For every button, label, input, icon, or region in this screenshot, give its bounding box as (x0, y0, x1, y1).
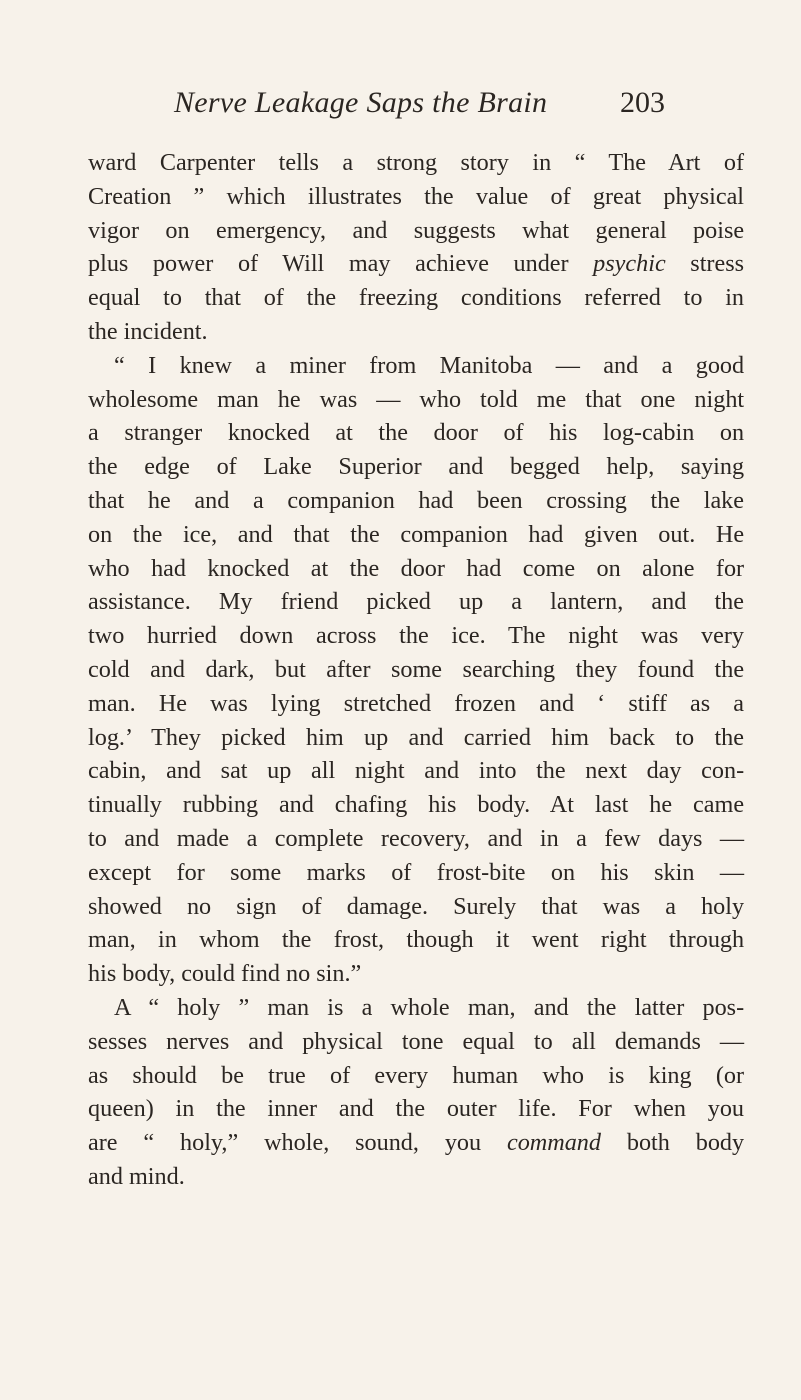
text-line: on the ice, and that the companion had given out. He (88, 520, 745, 548)
text-line: his body, could find no sin.” (88, 960, 362, 988)
text-line: two hurried down across the ice. The night was very (88, 622, 744, 650)
text-line: sesses nerves and physical tone equal to all demands — (88, 1027, 745, 1055)
text-line: showed no sign of damage. Surely that was a holy (88, 892, 745, 920)
text-line: cold and dark, but after some searching they found the (88, 655, 745, 683)
text-line: the incident. (88, 317, 208, 345)
text-line: as should be true of every human who is king (or (88, 1061, 745, 1089)
text-line: A “ holy ” man is a whole man, and the latter pos- (114, 993, 745, 1021)
text-line: vigor on emergency, and suggests what general poise (88, 216, 745, 244)
text-line: ward Carpenter tells a strong story in “ The Art of (88, 149, 744, 176)
text-line: man, in whom the frost, though it went right through (88, 926, 745, 954)
emphasized-word: command (506, 1129, 601, 1157)
body-text (88, 146, 744, 1194)
text-line: are “ holy,” whole, sound, you command both body (88, 1129, 745, 1157)
text-line: that he and a companion had been crossing the lake (88, 486, 745, 514)
running-head (0, 86, 801, 126)
text-line: a stranger knocked at the door of his log-cabin on (88, 419, 745, 447)
page-number: 203 (620, 86, 665, 119)
text-line: equal to that of the freezing conditions referred to in (88, 284, 745, 312)
text-line: wholesome man he was — who told me that one night (88, 385, 745, 413)
text-line: man. He was lying stretched frozen and ‘ stiff as a (88, 689, 745, 717)
text-line: Creation ” which illustrates the value of great physical (88, 182, 745, 210)
text-line: log.’ They picked him up and carried him back to the (88, 723, 745, 751)
text-line: “ I knew a miner from Manitoba — and a good (114, 351, 745, 379)
text-line: who had knocked at the door had come on alone for (88, 554, 745, 582)
text-line: except for some marks of frost-bite on his skin — (88, 858, 745, 886)
text-line: plus power of Will may achieve under psychic stress (88, 250, 745, 278)
emphasized-word: psychic (593, 250, 666, 278)
running-title: Nerve Leakage Saps the Brain (174, 86, 548, 119)
text-line: tinually rubbing and chafing his body. At last he came (88, 791, 745, 819)
text-line: cabin, and sat up all night and into the next day con- (88, 757, 745, 785)
text-line: and mind. (88, 1162, 185, 1190)
text-line: queen) in the inner and the outer life. For when you (88, 1095, 745, 1123)
text-line: to and made a complete recovery, and in a few days — (88, 824, 745, 852)
text-line: the edge of Lake Superior and begged help, saying (88, 453, 745, 481)
text-line: assistance. My friend picked up a lantern, and the (88, 588, 745, 616)
